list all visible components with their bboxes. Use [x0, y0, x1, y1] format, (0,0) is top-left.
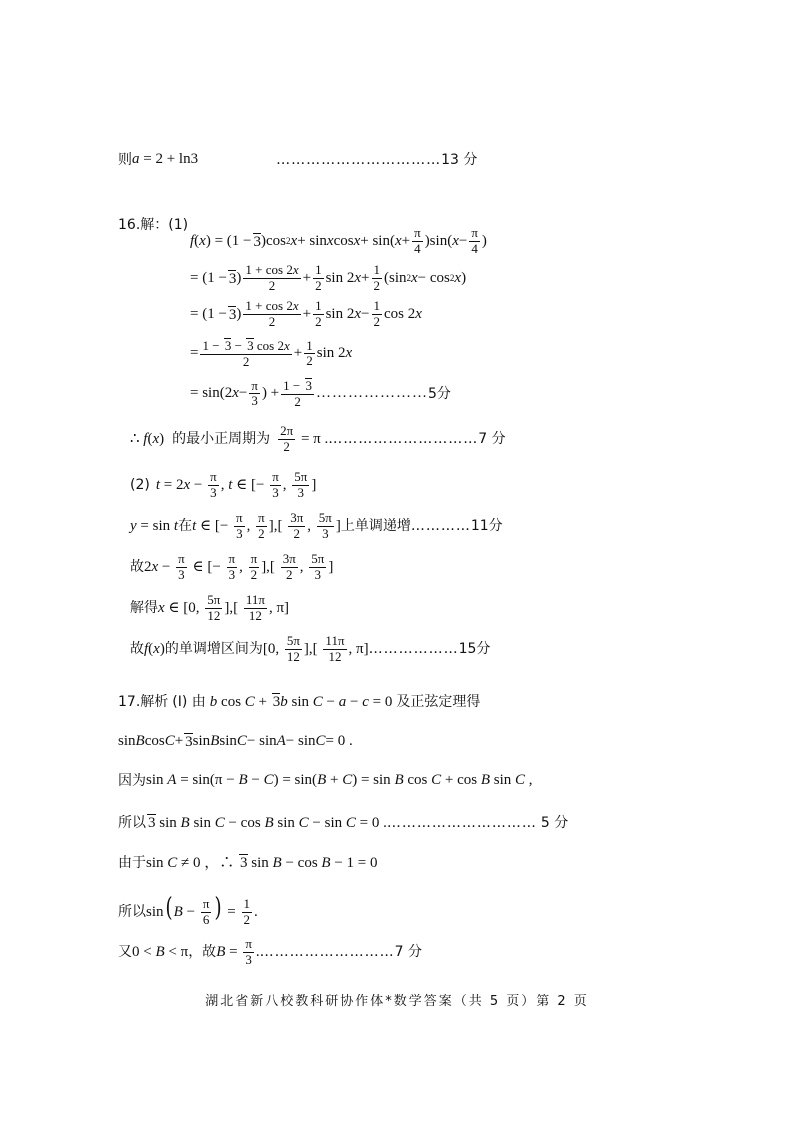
- q16-label: 16.解：: [118, 217, 169, 233]
- eq-line-5: = sin(2 x − $\frac{\pi}{3}$ ) + $\frac{1 - 3}{2}$ ………………… 5分: [190, 377, 451, 409]
- incr-line: 故 f(x) 的单调增区间为 [0, $\frac{5\pi}{12}$ ],[ $\frac{11\pi}{12}$ , π] ……………… 15分: [130, 633, 491, 664]
- suoyi: 所以: [118, 903, 146, 920]
- jie-prefix: 解得: [130, 600, 158, 617]
- eq-17-5: 所以 sin( B − $\frac{\pi}{6}$ ) = $\frac{1}{2}$ .: [118, 893, 258, 928]
- dots: …………………: [316, 385, 428, 402]
- q17-label: 17.解析: [118, 693, 169, 710]
- sin-t-line: y = sin t 在 t ∈ [− $\frac{\pi}{3}$ , $\frac{\pi}{2}$ ],[ $\frac{3\pi}{2}$ , $\frac{5\pi}{3}$ ] 上单调递增 ………… 11分: [130, 510, 503, 541]
- score: 5 分: [540, 814, 569, 831]
- score: 13 分: [441, 151, 478, 168]
- incr-text: 上单调递增: [340, 518, 411, 535]
- score: 7 分: [394, 944, 423, 961]
- score: 11分: [470, 518, 503, 535]
- formula-a: a = 2 + ln3: [132, 151, 199, 167]
- score: 7 分: [478, 431, 506, 448]
- eq-17-6: 又 0 < B < π ，故 B = $\frac{\pi}{3}$ . ……………………… 7 分: [118, 936, 423, 967]
- period-line: ∴ f(x) 的最小正周期为 $\frac{2\pi}{2}$ = π . ………………………… 7 分: [130, 423, 506, 454]
- eq-line-1: f ( x ) = (1 − 3 )cos 2 x + sin x cos x + sin( x + $\frac{\pi}{4}$ )sin( x − $\frac{\pi}{4}$ ): [190, 225, 487, 256]
- part-label: (1): [168, 217, 189, 233]
- you: 又: [118, 944, 132, 961]
- dots: ………………: [368, 641, 459, 658]
- eq-17-4: 由于 sin C ≠ 0 ，∴ 3 sin B − cos B − 1 = 0: [118, 854, 378, 871]
- eq-17-3: 所以 3 sin B sin C − cos B sin C − sin C = 0 . ………………………… 5 分: [118, 814, 569, 831]
- eq-line-3: = (1 − 3 ) $\frac{1 + \cos 2x}{2}$ + $\frac{1}{2}$ sin 2 x − $\frac{1}{2}$ cos 2 x: [190, 298, 422, 329]
- gu-b: ，故: [188, 944, 217, 961]
- q16-header: [118, 218, 188, 232]
- period-text: 的最小正周期为: [172, 431, 271, 448]
- q17-text: 及正弦定理得: [396, 693, 481, 710]
- text-ze: 则: [118, 151, 132, 168]
- incr-prefix: 故: [130, 641, 144, 658]
- dots: ……………………………: [276, 151, 442, 168]
- suoyi: 所以: [118, 814, 146, 831]
- score: 5分: [428, 385, 451, 402]
- part2-line: (2) t = 2x − $\frac{\pi}{3}$ , t ∈ [− $\frac{\pi}{3}$ , $\frac{5\pi}{3}$ ]: [130, 469, 317, 500]
- gu-line: 故 2x − $\frac{\pi}{3}$ ∈ [− $\frac{\pi}{3}$ , $\frac{\pi}{2}$ ],[ $\frac{3\pi}{2}$ , $\frac{5\pi}{3}$ ]: [130, 551, 334, 582]
- dots: …………………………: [328, 431, 479, 448]
- incr-text: 的单调增区间为: [164, 641, 263, 658]
- gu-prefix: 故: [130, 559, 144, 576]
- q17-header: 17.解析 (I) 由 b cos C + 3b sin C − a − c = 0 及正弦定理得: [118, 693, 481, 710]
- dots: …………: [410, 518, 471, 535]
- yinwei: 因为: [118, 772, 146, 789]
- jie-line: 解得 x ∈ [0, $\frac{5\pi}{12}$ ],[ $\frac{11\pi}{12}$ , π]: [130, 592, 290, 623]
- eq-17-1: sin B cos C + 3 sin B sin C − sin A − sin C = 0 .: [118, 733, 353, 750]
- part-label: (I) 由: [172, 693, 206, 710]
- youyu: 由于: [118, 854, 146, 871]
- eq-line-2: = (1 − 3 ) $\frac{1 + \cos 2x}{2}$ + $\frac{1}{2}$ sin 2 x + $\frac{1}{2}$ (sin 2 x − cos 2 x ): [190, 262, 467, 293]
- score: 15分: [458, 641, 491, 658]
- eq-line-4: = $\frac{1 - 3 - 3 \cos 2x}{2}$ + $\frac{1}{2}$ sin 2 x: [190, 337, 353, 369]
- line-a-value: [118, 152, 477, 167]
- dots: ………………………: [259, 944, 395, 961]
- eq-17-2: 因为 sin A = sin(π − B − C) = sin(B + C) = sin B cos C + cos B sin C ,: [118, 772, 533, 789]
- part-label: (2): [130, 477, 150, 494]
- page-footer: 湖北省新八校教科研协作体*数学答案（共 5 页）第 2 页: [205, 994, 589, 1009]
- dots: …………………………: [386, 814, 537, 831]
